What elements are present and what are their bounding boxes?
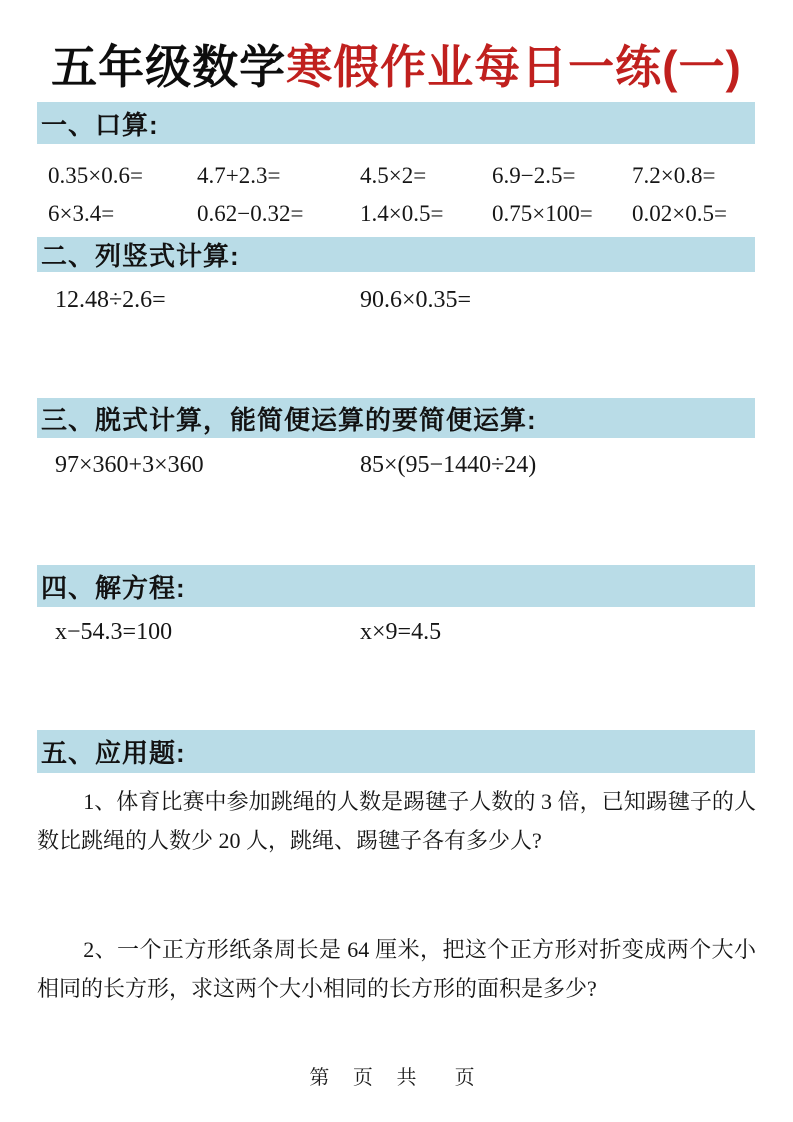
section-heading-stepwise-calc: 三、脱式计算，能简便运算的要简便运算: — [41, 404, 537, 435]
equations-row — [0, 619, 793, 649]
oral-problem: 0.02×0.5= — [632, 201, 727, 226]
oral-problem: 6×3.4= — [48, 201, 115, 226]
section-heading-equations: 四、解方程: — [41, 572, 186, 603]
oral-row-2 — [0, 201, 793, 231]
page-footer: 第 页 共 页 — [309, 1067, 484, 1089]
oral-problem: 1.4×0.5= — [360, 201, 444, 226]
section-heading-vertical-calc: 二、列竖式计算: — [41, 241, 240, 271]
section-band-stepwise-calc — [37, 398, 755, 438]
section-heading-word-problems: 五、应用题: — [41, 738, 186, 768]
oral-problem: 4.7+2.3= — [197, 163, 281, 188]
oral-problem: 0.35×0.6= — [48, 163, 143, 188]
vertical-calc-row — [0, 287, 793, 317]
section-band-oral — [37, 102, 755, 144]
oral-problem: 0.62−0.32= — [197, 201, 304, 226]
calc-problem: 97×360+3×360 — [55, 452, 204, 478]
oral-problem: 6.9−2.5= — [492, 163, 576, 188]
page-title — [0, 40, 793, 94]
calc-problem: 85×(95−1440÷24) — [360, 452, 537, 478]
oral-problem: 0.75×100= — [492, 201, 593, 226]
equation-problem: x×9=4.5 — [360, 619, 442, 645]
section-band-equations — [37, 565, 755, 607]
section-band-vertical-calc — [37, 237, 755, 272]
calc-problem: 90.6×0.35= — [360, 287, 472, 313]
title-assignment-name: 寒假作业每日一练(一) — [286, 41, 742, 93]
title-grade-subject: 五年级数学 — [51, 41, 287, 93]
calc-problem: 12.48÷2.6= — [55, 287, 166, 313]
section-heading-oral: 一、口算: — [41, 109, 159, 140]
stepwise-calc-row — [0, 452, 793, 482]
word-problem-2: 2、一个正方形纸条周长是 64 厘米，把这个正方形对折变成两个大小相同的长方形，求这两个大小相同的长方形的面积是多少? — [37, 937, 756, 1001]
oral-problem: 7.2×0.8= — [632, 163, 716, 188]
oral-row-1 — [0, 163, 793, 193]
oral-problem: 4.5×2= — [360, 163, 427, 188]
word-problem-1: 1、体育比赛中参加跳绳的人数是踢毽子人数的 3 倍，已知踢毽子的人数比跳绳的人数少 20 人，跳绳、踢毽子各有多少人? — [37, 789, 756, 853]
equation-problem: x−54.3=100 — [55, 619, 173, 645]
section-band-word-problems — [37, 730, 755, 773]
